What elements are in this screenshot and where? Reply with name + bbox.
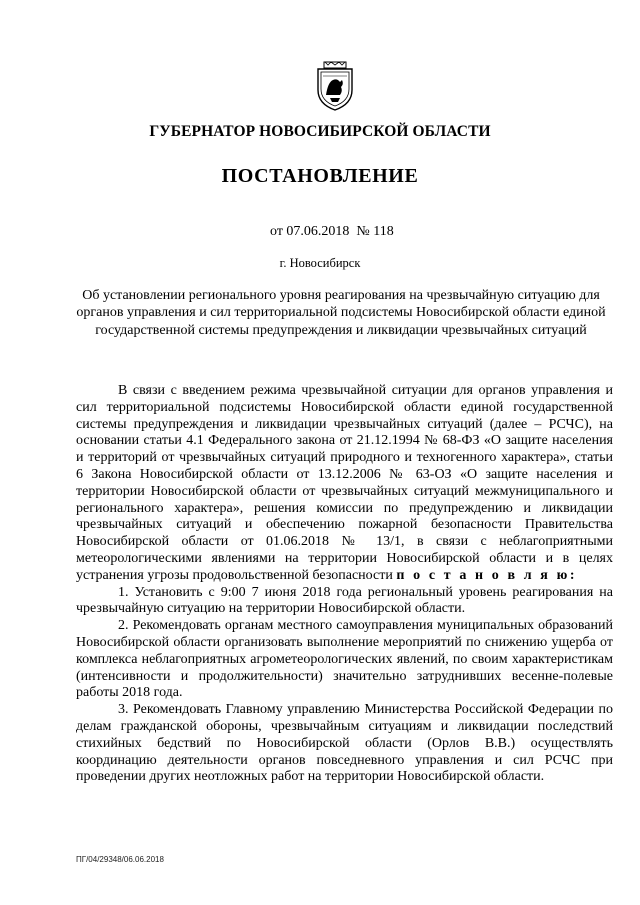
item-paragraph-3: 3. Рекомендовать Главному управлению Министерства Российской Федерации по делам гражданской обороны, чрезвычайным ситуациям и ликвидации последствий стихийных бедствий по Новосибирской области (Орлов В.В.) осуществлять координацию деятельности органов повседневного управления и сил РСЧС при проведении других неотложных работ на территории Новосибирской области. (76, 702, 613, 785)
decree-word: п о с т а н о в л я ю: (396, 567, 578, 583)
date-number-line: от 07.06.2018 № 118 (270, 224, 394, 239)
preamble-paragraph (76, 383, 613, 585)
city-name: г. Новосибирск (279, 256, 361, 270)
preamble-text: В связи с введением режима чрезвычайной ситуации для органов управления и сил территориальной подсистемы Новосибирской области единой государственной системы предупреждения и ликвидации чрезвычайных ситуаций (далее – РСЧС), на основании статьи 4.1 Федерального закона от 21.12.1994 № 68-ФЗ «О защите населения и территорий от чрезвычайных ситуаций природного и техногенного характера», статьи 6 Закона Новосибирской области от 13.12.2006 № 63-ОЗ «О защите населения и территории Новосибирской области от чрезвычайных ситуаций межмуниципального и регионального характера», решения комиссии по предупреждению и ликвидации чрезвычайных ситуаций и обеспечению пожарной безопасности Правительства Новосибирской области от 01.06.2018 № 13/1, в связи с неблагоприятными метеорологическими явлениями на территории Новосибирской области и в целях устранения угрозы продовольственной безопасности (76, 383, 613, 583)
document-body (76, 383, 613, 786)
item-paragraph-1: 1. Установить с 9:00 7 июня 2018 года региональный уровень реагирования на чрезвычайную ситуацию на территории Новосибирской области. (76, 584, 613, 617)
item-paragraph-2: 2. Рекомендовать органам местного самоуправления муниципальных образований Новосибирской области организовать выполнение мероприятий по снижению ущерба от комплекса неблагоприятных агрометеорологических явлений, по своим характеристикам (интенсивности и продолжительности) значительно затруднивших весенне-полевые работы 2018 года. (76, 618, 613, 701)
authority-name: ГУБЕРНАТОР НОВОСИБИРСКОЙ ОБЛАСТИ (149, 123, 491, 140)
document-type: ПОСТАНОВЛЕНИЕ (221, 165, 419, 187)
document-code: ПГ/04/29348/06.06.2018 (76, 855, 164, 864)
document-subject: Об установлении регионального уровня реагирования на чрезвычайную ситуацию для органов управления и сил территориальной подсистемы Новосибирской области единой государственной системы предупреждения и ликвидации чрезвычайных ситуаций (76, 288, 606, 338)
coat-of-arms-icon (315, 60, 355, 112)
